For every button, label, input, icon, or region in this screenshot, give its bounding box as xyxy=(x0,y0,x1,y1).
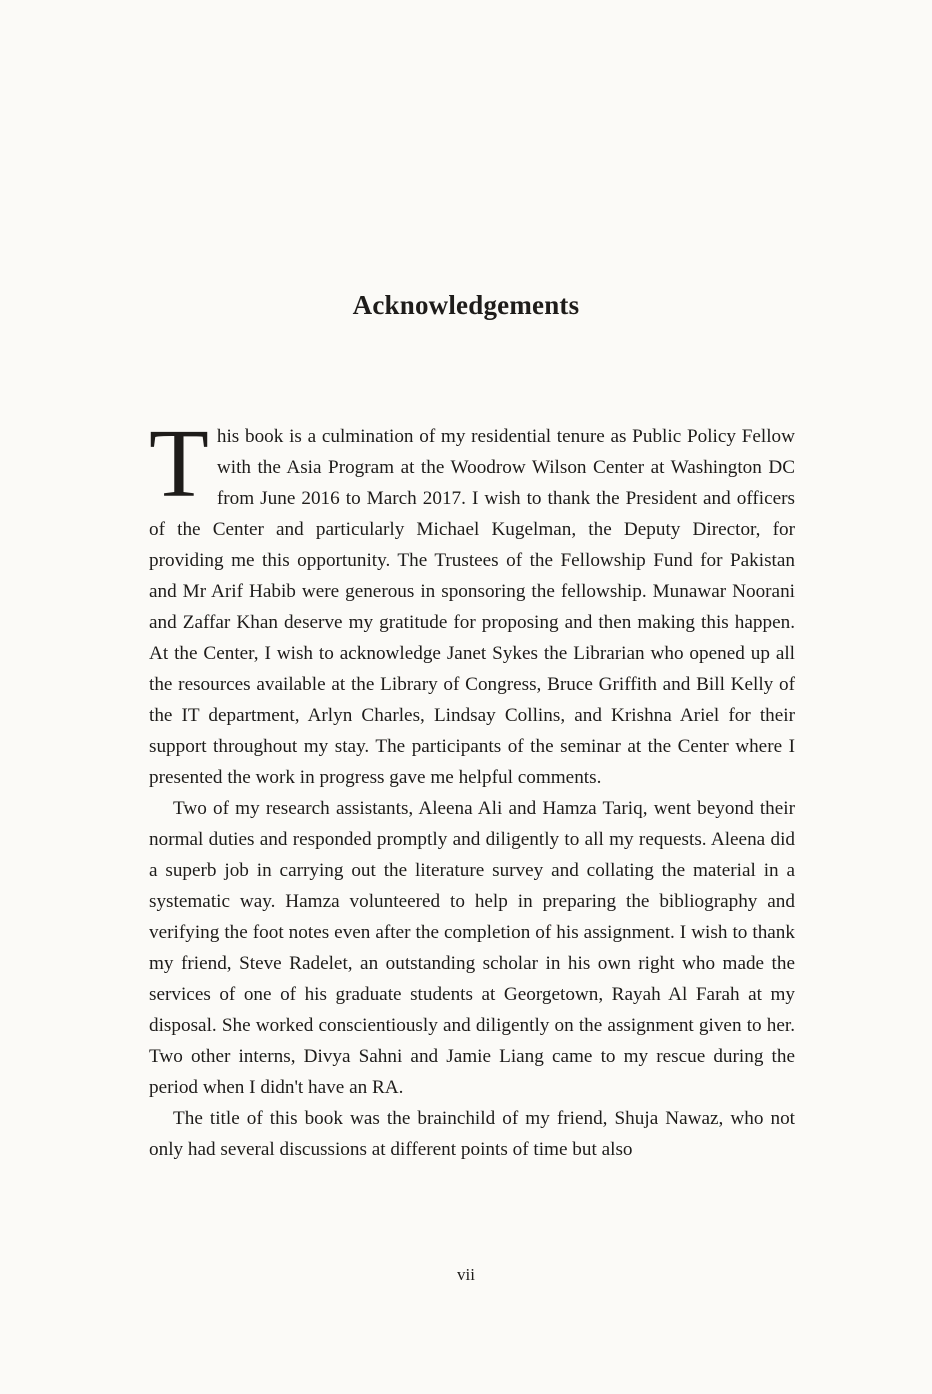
paragraph-1-text: his book is a culmination of my residential tenure as Public Policy Fellow with the Asia Program at the Woodrow Wilson Center at Washington DC from June 2016 to March 2017. I wish to thank the President and officers of the Center and particularly Michael Kugelman, the Deputy Director, for providing me this opportunity. The Trustees of the Fellowship Fund for Pakistan and Mr Arif Habib were generous in sponsoring the fellowship. Munawar Noorani and Zaffar Khan deserve my gratitude for proposing and then making this happen. At the Center, I wish to acknowledge Janet Sykes the Librarian who opened up all the resources available at the Library of Congress, Bruce Griffith and Bill Kelly of the IT department, Arlyn Charles, Lindsay Collins, and Krishna Ariel for their support throughout my stay. The participants of the seminar at the Center where I presented the work in progress gave me helpful comments. xyxy=(149,426,795,788)
paragraph-3: The title of this book was the brainchild of my friend, Shuja Nawaz, who not only had several discussions at different points of time but also xyxy=(149,1108,795,1160)
paragraph-1 xyxy=(149,410,795,793)
paragraph-2: Two of my research assistants, Aleena Ali and Hamza Tariq, went beyond their normal duties and responded promptly and diligently to all my requests. Aleena did a superb job in carrying out the literature survey and collating the material in a systematic way. Hamza volunteered to help in preparing the bibliography and verifying the foot notes even after the completion of his assignment. I wish to thank my friend, Steve Radelet, an outstanding scholar in his own right who made the services of one of his graduate students at Georgetown, Rayah Al Farah at my disposal. She worked conscientiously and diligently on the assignment given to her. Two other interns, Divya Sahni and Jamie Liang came to my rescue during the period when I didn't have an RA. xyxy=(149,798,795,1098)
page-number: vii xyxy=(457,1265,475,1284)
body-text xyxy=(149,410,795,1165)
drop-cap: T xyxy=(149,410,209,518)
chapter-heading: Acknowledgements xyxy=(352,290,580,320)
